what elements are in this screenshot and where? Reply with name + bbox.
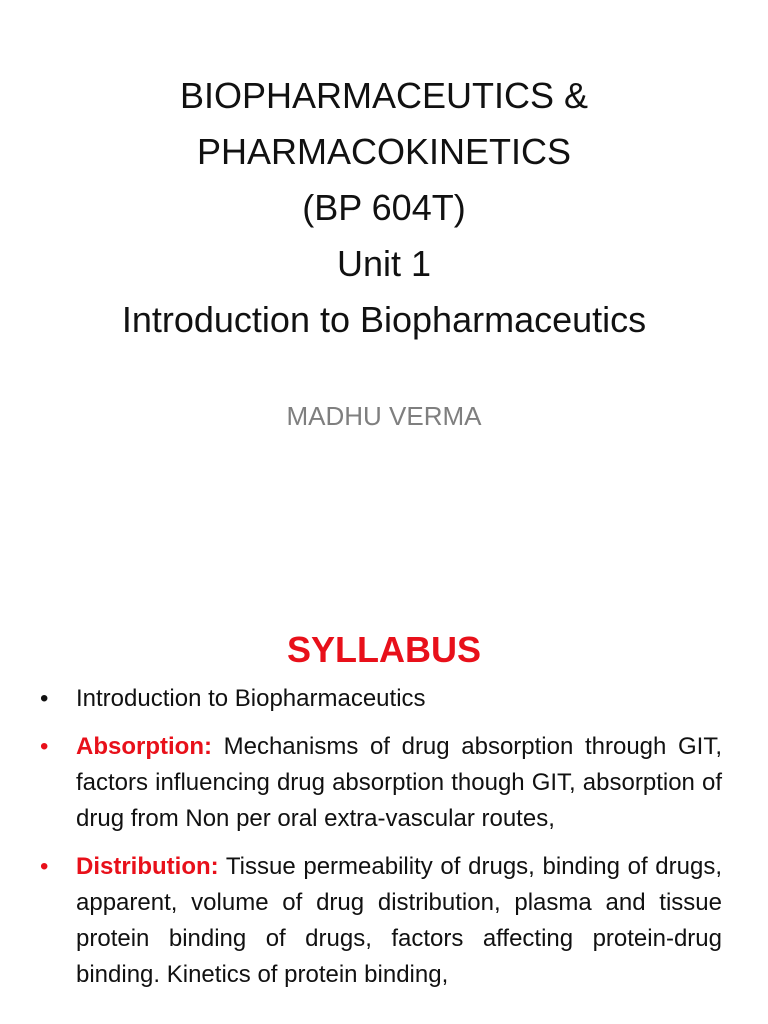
syllabus-heading: SYLLABUS [286, 629, 481, 670]
title-line: (BP 604T) [302, 187, 466, 228]
title-line: Introduction to Biopharmaceutics [121, 299, 647, 340]
bullet-text: Tissue permeability of drugs, binding of drugs, apparent, volume of drug distribution, plasma and tissue protein binding of drugs, factors affecting protein-drug binding. Kinetics of protein binding, [76, 853, 722, 988]
list-item [40, 849, 722, 993]
list-item [40, 681, 722, 717]
syllabus-slide [0, 576, 768, 1024]
bullet-text: Introduction to Biopharmaceutics [76, 685, 426, 712]
bullet-text: Mechanisms of drug absorption through GIT, factors influencing drug absorption though GIT, absorption of drug from Non per oral extra-vascular routes, [76, 733, 722, 832]
author-name: MADHU VERMA [286, 401, 482, 431]
slide-title [0, 68, 768, 348]
syllabus-list [40, 681, 722, 1005]
title-line: PHARMACOKINETICS [196, 131, 572, 172]
bullet-heading: Distribution: [76, 853, 219, 880]
bullet-icon: • [40, 685, 49, 712]
bullet-icon: • [40, 853, 49, 880]
list-item [40, 729, 722, 837]
title-line: Unit 1 [336, 243, 432, 284]
bullet-heading: Absorption: [76, 733, 212, 760]
title-line: BIOPHARMACEUTICS & [179, 75, 589, 116]
bullet-icon: • [40, 733, 49, 760]
